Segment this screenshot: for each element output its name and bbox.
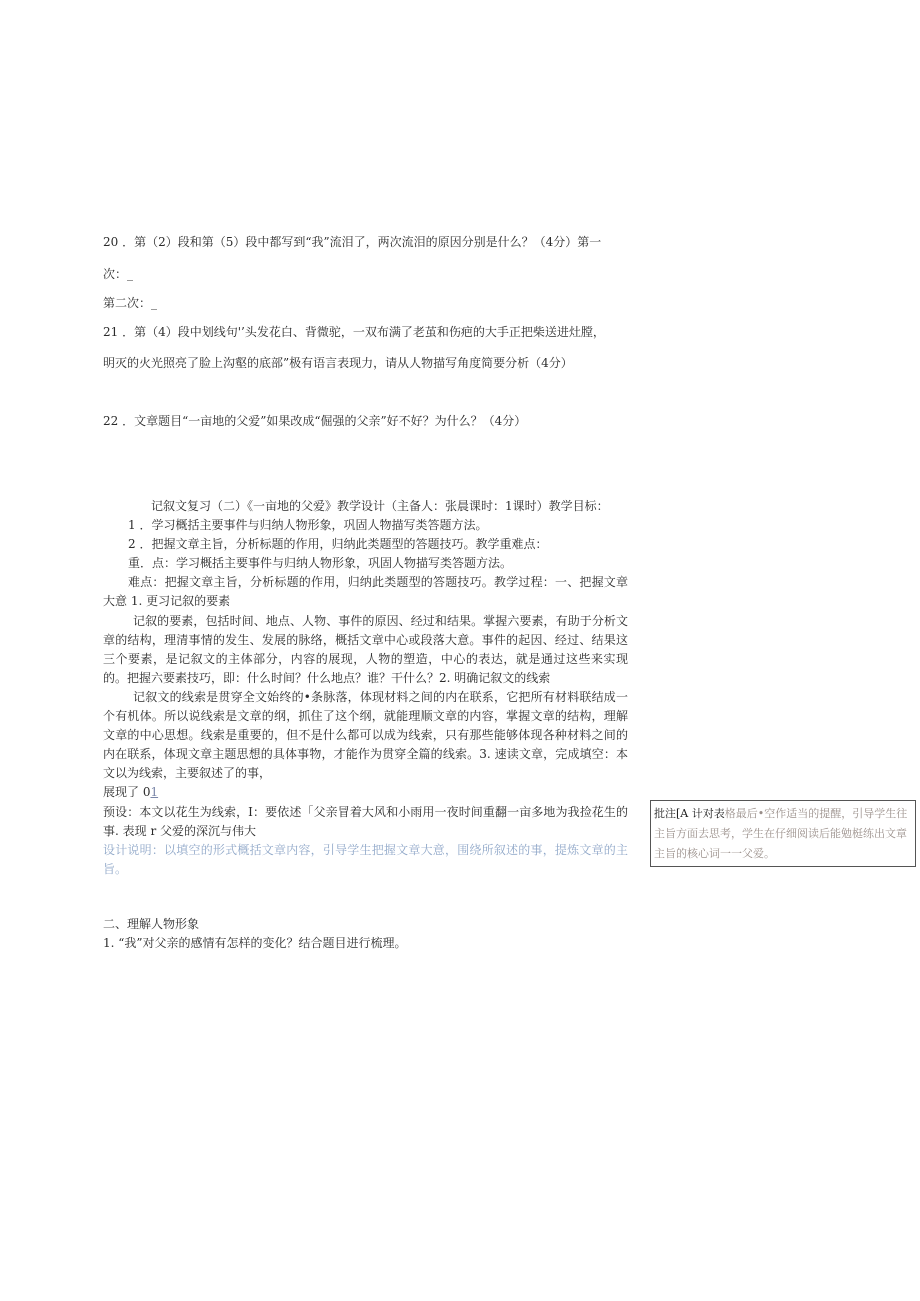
question-22: 22 ．文章题目“一亩地的父爱”如果改成“倔强的父亲”好不好？为什么？（4分） (103, 414, 527, 428)
narrative-elements-paragraph: 记叙的要素，包括时间、地点、人物、事件的原因、经过和结果。掌握六要素，有助于分析文章的结构，理清事情的发生、发展的脉络，概括文章中心或段落大意。事件的起因、经过、结果这三个要素，是记叙文的主体部分，内容的展现，人物的塑造，中心的表达，就是通过这些来实现的。把握六要素技巧，即：什么时间？什么地点？谁？干什么？2. 明确记叙文的线索 (103, 613, 628, 685)
section-2-heading: 二、理解人物形象 (103, 916, 200, 931)
comment-box[interactable] (650, 800, 916, 867)
shown-blank: 1 (150, 785, 159, 800)
shown-line (103, 783, 628, 802)
teaching-key-point: 重．点：学习概括主要事件与归纳人物形象，巩固人物描写类答题方法。 (128, 556, 513, 571)
shown-prefix: 展现了 0 (103, 785, 151, 800)
question-21-line2: 明灭的火光照亮了脸上沟壑的底部”极有语言表现力，请从人物描写角度简要分析（4分） (103, 356, 573, 370)
lesson-plan (103, 497, 628, 953)
lesson-title: 记叙文复习（二）《一亩地的父爱》教学设计（主备人：张晨课时：1课时）教学目标： (151, 499, 609, 513)
teaching-difficulty: 难点：把握文章主旨，分析标题的作用，归纳此类题型的答题技巧。教学过程：一、把握文章大意 1. 更习记叙的要素 (103, 575, 628, 609)
question-20-line1: 20 ．第（2）段和第（5）段中都写到“我”流泪了，两次流泪的原因分别是什么？（4分）第一 (103, 235, 602, 249)
teaching-goal-2: 2 ．把握文章主旨，分析标题的作用，归纳此类题型的答题技巧。教学重难点： (128, 537, 548, 552)
preset-answer: 预设：本文以花生为线索，I：要依述「父亲冒着大风和小雨用一夜时间重翻一亩多地为我捡花生的事. 表现 r 父爱的深沉与伟大 (103, 804, 628, 838)
narrative-clue-paragraph: 记叙文的线索是贯穿全文始终的•条脉落，体现材料之间的内在联系，它把所有材料联结成一个有机体。所以说线索是文章的纲，抓住了这个纲，就能理顺文章的内容，掌握文章的结构，理解文章的中心思想。线索是重要的，但不是什么都可以成为线索，只有那些能够体现各种材料之间的内在联系，体现文章主题思想的具体事物，才能作为贯穿全篇的线索。3. 速读文章，完成填空：本文以为线索，主要叙述了的事， (103, 689, 628, 781)
section-2-item-1: 1. “我”对父亲的感情有怎样的变化？结合题目进行梳理。 (103, 935, 407, 950)
teaching-goal-1: 1 ．学习概括主要事件与归纳人物形象，巩固人物描写类答题方法。 (128, 518, 488, 533)
comment-text: 格最后•空作适当的提醒，引导学生往主旨方面去思考，学生在仔细阅读后能勉梃练出文章主旨的核心词一一父爱。 (654, 807, 908, 860)
question-20-answer-first: 次：_ (103, 267, 134, 281)
design-note: 设计说明：以填空的形式概括文章内容，引导学生把握文章大意，围绕所叙述的事，提炼文章的主旨。 (103, 842, 628, 876)
question-21-line1: 21 ．第（4）段中划线句'’头发花白、背微驼，一双布满了老茧和伤疤的大手正把柴送进灶膛， (103, 325, 605, 339)
question-20-answer-second: 第二次：_ (103, 296, 158, 310)
comment-label: 批注[A 计对表 (654, 807, 725, 820)
